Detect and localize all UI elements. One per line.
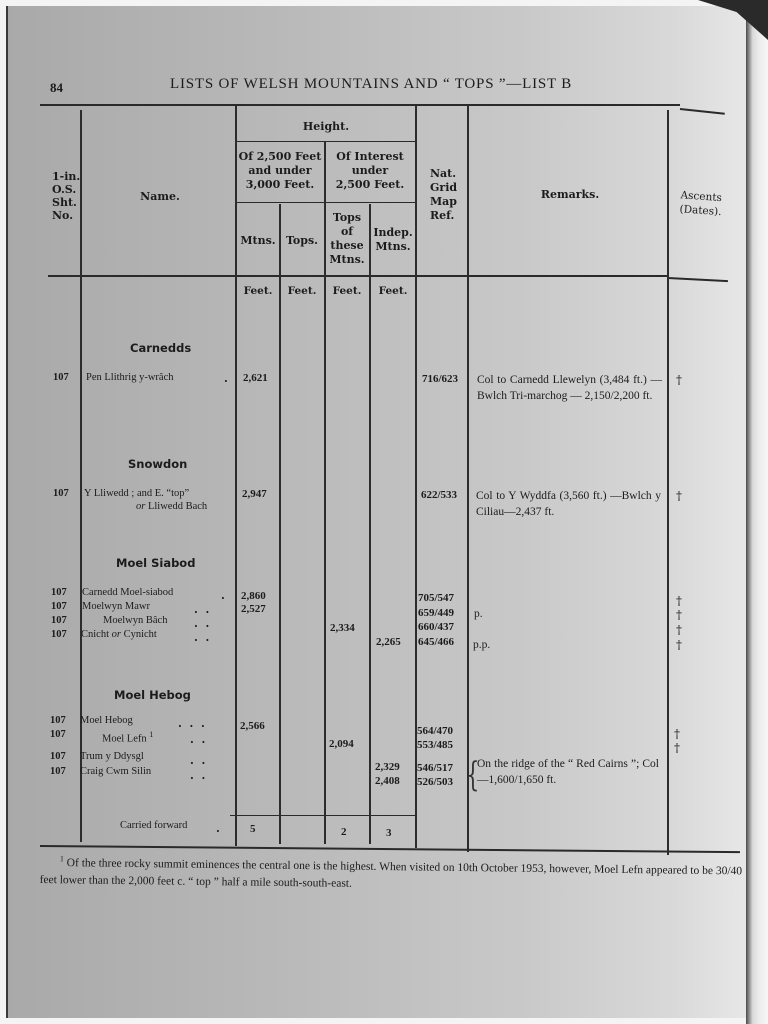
mountain-name: Trum y Ddysgl [80,751,144,762]
remarks: Col to Carnedd Llewelyn (3,484 ft.) — Bwlch Tri-marchog — 2,150/2,200 ft. [477,374,662,402]
remarks: p.p. [473,639,491,651]
mountain-name: Moel Lefn $^1$ [102,730,154,745]
grid-ref: 716/623 [422,373,459,385]
height-mtns: 2,860 [241,590,266,602]
ascent-dagger: † [676,623,682,637]
unit-mtns: Feet. [243,285,273,297]
grid-ref: 564/470 [417,725,454,737]
mountain-name-line2 [136,501,207,512]
leader-dots: . . [190,754,206,767]
height-mtns: 2,621 [243,372,268,384]
col-divider-grid [467,106,469,852]
grid-ref: 659/449 [418,607,455,619]
header-mtns: Mtns. [240,234,276,247]
sheet-no: 107 [51,615,67,626]
total-mtns: 5 [250,823,256,835]
header-ascents: Ascents (Dates). [679,189,723,219]
header-indep-mtns: Indep. Mtns. [373,226,413,253]
header-grid-ref: Nat. Grid Map Ref. [430,167,458,222]
height-tops-of-these: 2,334 [330,622,355,634]
mountain-name: Pen Llithrig y-wrâch [86,372,174,383]
leader-dots: . . [194,631,210,644]
total-tops-of-these: 2 [341,826,347,838]
leader-dots: . . [190,733,206,746]
name-connector: or [111,629,121,640]
grid-ref: 526/503 [417,776,454,788]
height-underline [236,141,416,142]
group-title-snowdon: Snowdon [128,457,188,471]
group-title-moel-siabod: Moel Siabod [116,556,196,570]
header-name: Name. [140,190,180,203]
header-of-interest: Of Interest under 2,500 Feet. [335,150,405,191]
unit-tops-of-these: Feet. [332,285,362,297]
page-number: 84 [50,80,63,95]
col-divider-tops-of-these [369,204,371,844]
footnote-marker: 1 [59,854,64,864]
shared-remark: On the ridge of the “ Red Cairns ”; Col—1,600/1,650 ft. [477,758,659,786]
mountain-name: Cnicht or Cynicht [81,629,157,640]
col-divider-mtns [279,204,281,844]
sheet-no: 107 [50,751,66,762]
ascent-dagger: † [676,594,682,608]
mountain-name: Carnedd Moel-siabod [82,587,174,598]
footnote-ref[interactable]: 1 [149,730,154,739]
grid-ref: 645/466 [418,636,455,648]
name-alt: Lliwedd Bach [147,501,208,512]
leader-dots: . . [190,769,206,782]
height-mtns: 2,947 [242,488,267,500]
header-bottom-rule [48,275,668,277]
height-mtns: 2,566 [240,720,265,732]
grid-ref: 705/547 [418,592,455,604]
sheet-no: 107 [51,601,67,612]
grid-ref: 553/485 [417,739,454,751]
ascent-dagger: † [676,373,682,387]
leader-dots: . . [194,617,210,630]
sheet-no: 107 [53,372,69,383]
grid-ref: 660/437 [418,621,455,633]
table-top-rule [40,104,680,106]
sheet-no: 107 [51,587,67,598]
group-title-carnedds: Carnedds [130,341,192,355]
leader-dots: . . [194,603,210,616]
sheet-no: 107 [50,715,66,726]
mountain-name: Moelwyn Bâch [103,615,168,626]
sheet-no: 107 [51,629,67,640]
leader-dots: . . . [178,717,205,730]
height-tops-of-these: 2,094 [329,738,354,750]
carried-forward-label: Carried forward [120,820,188,831]
height-indep: 2,329 [375,761,400,773]
page-title: LISTS OF WELSH MOUNTAINS AND “ TOPS ”—LIST B [170,76,573,92]
brace-icon: { [466,755,480,795]
footnote-text: Of the three rocky summit eminences the central one is the highest. When visited on 10th October 1953, however, Moel Lefn appeared to be 30/40 feet lower than the 2,000 feet c. “ top ” half a mile south-south-east. [39,857,743,890]
remarks: Col to Y Wyddfa (3,560 ft.) —Bwlch y Ciliau—2,437 ft. [476,490,661,518]
mountain-name: Craig Cwm Silin [80,766,152,777]
header-remarks: Remarks. [540,188,600,201]
header-2500-to-3000: Of 2,500 Feet and under 3,000 Feet. [238,150,322,191]
ascent-dagger: † [676,638,682,652]
grid-ref: 622/533 [421,489,458,501]
col-divider-name [235,106,237,846]
leader-dots: . [224,372,228,385]
height-indep: 2,265 [376,636,401,648]
subgroup-underline [236,202,416,203]
sheet-no: 107 [53,488,69,499]
ascent-dagger: † [676,608,682,622]
mountain-name: Moel Hebog [80,715,133,726]
remarks: p. [474,608,483,620]
ascent-dagger: † [676,489,682,503]
ascent-dagger: † [674,727,680,741]
header-tops: Tops. [286,234,318,247]
group-title-moel-hebog: Moel Hebog [114,688,191,702]
book-spine-edge [746,0,768,1024]
carried-forward-top-rule [230,815,415,816]
ascent-dagger: † [674,741,680,755]
mountain-name: Moelwyn Mawr [82,601,150,612]
name-connector: or [136,501,146,512]
leader-dots: . [216,822,220,835]
leader-dots: . [221,589,225,602]
header-tops-of-these-mtns: Tops of these Mtns. [329,211,365,266]
sheet-no: 107 [50,766,66,777]
grid-ref: 546/517 [417,762,454,774]
sheet-no: 107 [50,729,66,740]
unit-indep: Feet. [378,285,408,297]
header-sheet-no: 1-in. O.S. Sht. No. [52,170,81,222]
height-mtns: 2,527 [241,603,266,615]
header-height: Height. [302,120,350,133]
col-divider-remarks [667,110,669,855]
height-indep: 2,408 [375,775,400,787]
total-indep: 3 [386,827,392,839]
unit-tops: Feet. [287,285,317,297]
mountain-name: Y Lliwedd ; and E. “top” [84,488,190,499]
